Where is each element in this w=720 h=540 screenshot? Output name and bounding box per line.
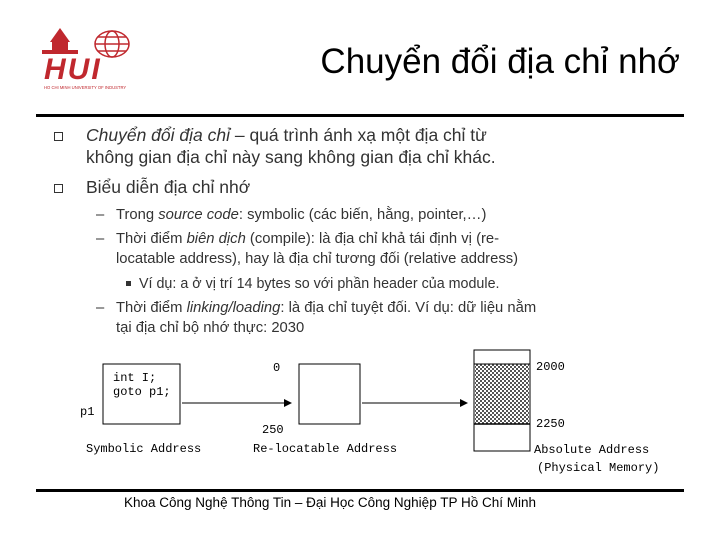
relocatable-address-box [299, 364, 360, 424]
absolute-offset-label: 2250 [536, 417, 565, 431]
memory-occupied-region [475, 364, 529, 424]
dash-marker: – [96, 300, 105, 316]
bullet-text: – quá trình ánh xạ một địa chỉ từ [229, 125, 487, 145]
absolute-address-caption: Absolute Address [534, 443, 650, 457]
relocatable-offset-label: 250 [262, 423, 284, 437]
bullet-emphasis: Chuyển đổi địa chỉ [86, 125, 230, 145]
slide-footer: Khoa Công Nghệ Thông Tin – Đại Học Công Nghiệp TP Hồ Chí Minh [124, 495, 536, 510]
code-line-2: goto p1; [113, 385, 171, 399]
dash-marker: – [96, 231, 105, 247]
sub-item-line2: locatable address), hay là địa chỉ tương đối (relative address) [116, 251, 519, 267]
code-line-1: int I; [113, 371, 157, 385]
symbolic-address-caption: Symbolic Address [86, 442, 202, 456]
sub-item-line2: tại địa chỉ bộ nhớ thực: 2030 [116, 320, 305, 336]
logo-caption: HO CHI MINH UNIVERSITY OF INDUSTRY [44, 85, 127, 90]
bullet-text-line2: không gian địa chỉ này sang không gian địa chỉ khác. [86, 147, 496, 167]
slide-title: Chuyển đổi địa chỉ nhớ [320, 42, 680, 81]
physical-memory-caption: (Physical Memory) [537, 461, 660, 475]
relocatable-address-caption: Re-locatable Address [253, 442, 398, 456]
p1-label: p1 [80, 405, 95, 419]
footer-divider [36, 489, 684, 492]
logo-wordmark: HUI [44, 53, 102, 86]
dash-marker: – [96, 207, 105, 223]
absolute-start-label: 2000 [536, 360, 565, 374]
nested-item: Ví dụ: a ở vị trí 14 bytes so với phần header của module. [126, 274, 500, 294]
bullet-text: Biểu diễn địa chỉ nhớ [86, 177, 251, 197]
relocatable-start-label: 0 [273, 361, 281, 375]
